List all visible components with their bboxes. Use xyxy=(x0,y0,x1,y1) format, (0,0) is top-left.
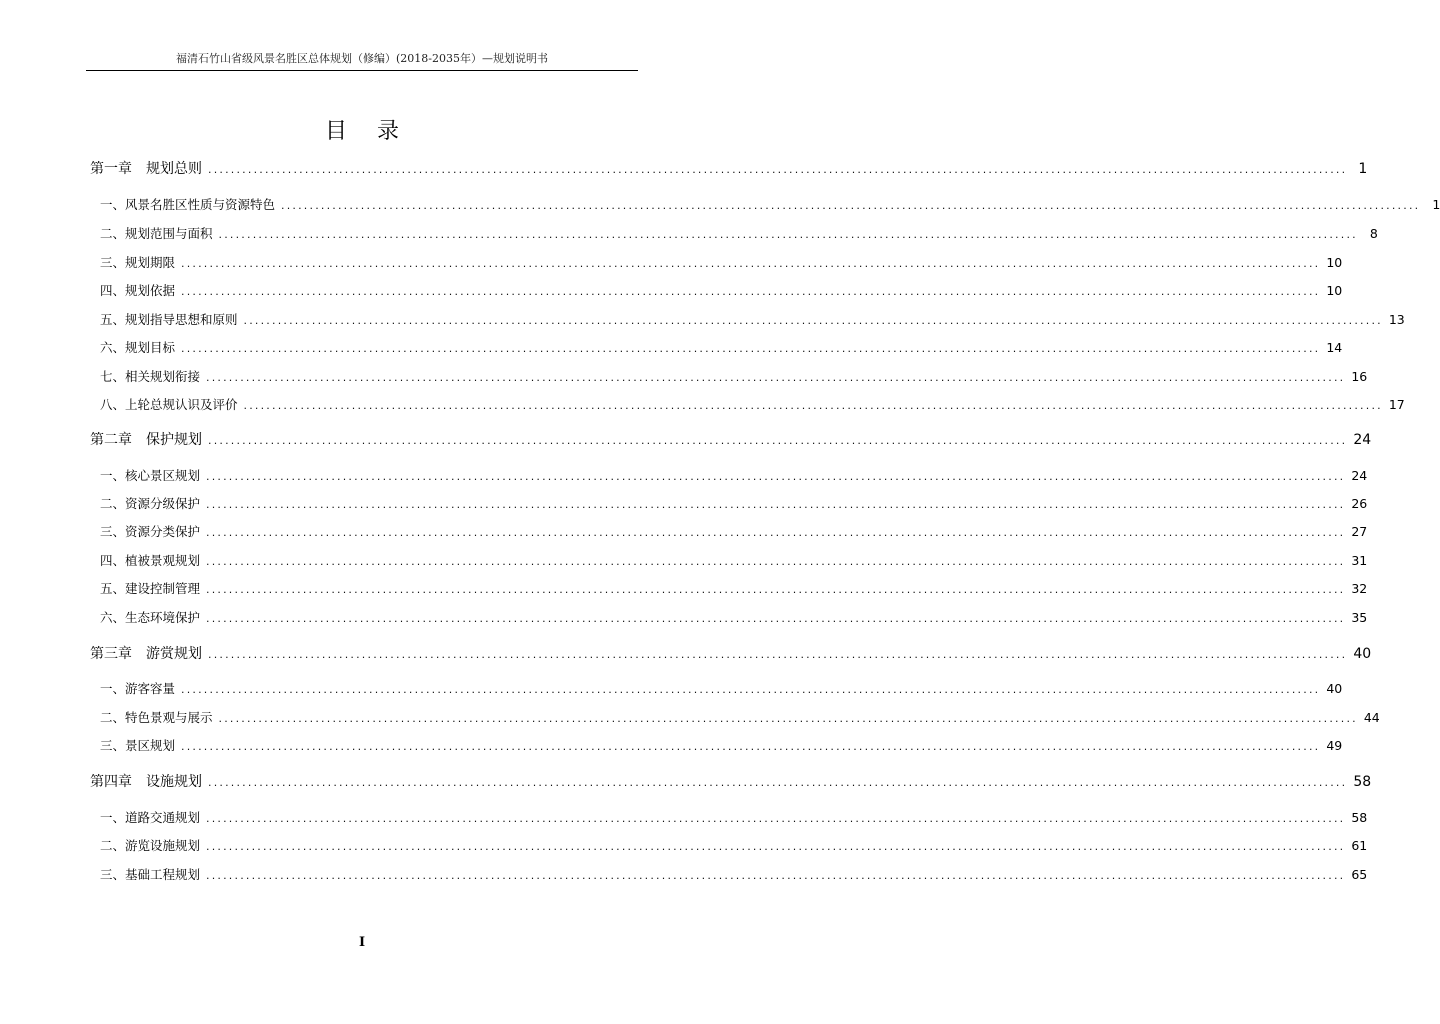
toc-entry-label xyxy=(100,581,200,597)
toc-page-number: 44 xyxy=(1363,710,1380,725)
page-number: I xyxy=(358,935,366,950)
toc-section-entry[interactable] xyxy=(90,369,1368,386)
chapter-number: 第三章 xyxy=(90,646,132,662)
toc-entry-label xyxy=(90,432,202,448)
toc-page-number: 10 xyxy=(1326,255,1343,270)
chapter-number: 第一章 xyxy=(90,161,132,177)
toc-entry-text: 三、资源分类保护 xyxy=(100,524,201,539)
toc-chapter-entry[interactable] xyxy=(90,774,1372,791)
toc-title: 目录 xyxy=(324,119,429,144)
toc-entry-text: 三、景区规划 xyxy=(100,738,176,753)
dot-leader: ........................................................................................................................................................................................................ xyxy=(181,285,1321,298)
toc-entry-text: 三、规划期限 xyxy=(100,255,176,270)
toc-page-number: 58 xyxy=(1353,774,1372,790)
toc-page-number: 32 xyxy=(1351,581,1368,596)
toc-section-entry[interactable] xyxy=(90,810,1368,827)
toc-entry-label xyxy=(100,738,175,754)
toc-entry-text: 设施规划 xyxy=(146,774,202,790)
dot-leader: ........................................................................................................................................................................................................ xyxy=(243,399,1383,412)
dot-leader: ........................................................................................................................................................................................................ xyxy=(206,583,1346,596)
dot-leader: ........................................................................................................................................................................................................ xyxy=(208,163,1348,176)
toc-section-entry[interactable] xyxy=(90,867,1368,884)
toc-entry-label xyxy=(90,774,202,790)
toc-entry-text: 六、生态环境保护 xyxy=(100,610,201,625)
toc-section-entry[interactable] xyxy=(90,397,1405,414)
toc-page-number: 17 xyxy=(1388,397,1405,412)
dot-leader: ........................................................................................................................................................................................................ xyxy=(206,498,1346,511)
page-header: 福清石竹山省级风景名胜区总体规划（修编）(2018-2035年）—规划说明书 xyxy=(86,50,638,71)
dot-leader: ........................................................................................................................................................................................................ xyxy=(181,342,1321,355)
toc-entry-label xyxy=(100,681,175,697)
toc-entry-label xyxy=(100,610,200,626)
toc-page-number: 61 xyxy=(1351,838,1368,853)
toc-entry-label xyxy=(100,810,200,826)
toc-page-number: 65 xyxy=(1351,867,1368,882)
toc-page-number: 1 xyxy=(1358,161,1368,177)
dot-leader: ........................................................................................................................................................................................................ xyxy=(218,228,1358,241)
toc-entry-label xyxy=(100,838,200,854)
toc-entry-text: 四、规划依据 xyxy=(100,283,176,298)
dot-leader: ........................................................................................................................................................................................................ xyxy=(206,470,1346,483)
toc-entry-label xyxy=(90,161,202,177)
toc-chapter-entry[interactable] xyxy=(90,161,1368,178)
toc-entry-text: 一、道路交通规划 xyxy=(100,810,201,825)
toc-entry-text: 二、游览设施规划 xyxy=(100,838,201,853)
toc-entry-label xyxy=(100,397,238,413)
toc-entry-text: 七、相关规划衔接 xyxy=(100,369,201,384)
dot-leader: ........................................................................................................................................................................................................ xyxy=(208,648,1348,661)
toc-entry-text: 一、风景名胜区性质与资源特色 xyxy=(100,197,276,212)
toc-entry-text: 八、上轮总规认识及评价 xyxy=(100,397,238,412)
toc-entry-text: 五、建设控制管理 xyxy=(100,581,201,596)
toc-page-number: 58 xyxy=(1351,810,1368,825)
dot-leader: ........................................................................................................................................................................................................ xyxy=(218,712,1358,725)
toc-page-number: 13 xyxy=(1388,312,1405,327)
chapter-number: 第四章 xyxy=(90,774,132,790)
toc-entry-label xyxy=(100,255,175,271)
toc-page-number: 1 xyxy=(1432,197,1440,212)
dot-leader: ........................................................................................................................................................................................................ xyxy=(243,314,1383,327)
toc-section-entry[interactable] xyxy=(90,681,1343,698)
toc-section-entry[interactable] xyxy=(90,496,1368,513)
toc-section-entry[interactable] xyxy=(90,553,1368,570)
toc-entry-label xyxy=(100,340,175,356)
toc-section-entry[interactable] xyxy=(90,197,1440,214)
toc-section-entry[interactable] xyxy=(90,610,1368,627)
toc-entry-text: 四、植被景观规划 xyxy=(100,553,201,568)
toc-entry-text: 一、核心景区规划 xyxy=(100,468,201,483)
toc-entry-label xyxy=(100,197,275,213)
toc-page-number: 31 xyxy=(1351,553,1368,568)
toc-section-entry[interactable] xyxy=(90,468,1368,485)
toc-entry-text: 五、规划指导思想和原则 xyxy=(100,312,238,327)
toc-entry-text: 游赏规划 xyxy=(146,646,202,662)
chapter-number: 第二章 xyxy=(90,432,132,448)
toc-page-number: 26 xyxy=(1351,496,1368,511)
toc-section-entry[interactable] xyxy=(90,283,1343,300)
toc-page-number: 10 xyxy=(1326,283,1343,298)
toc-section-entry[interactable] xyxy=(90,710,1380,727)
toc-entry-label xyxy=(100,524,200,540)
toc-entry-label xyxy=(100,226,213,242)
toc-entry-label xyxy=(90,646,202,662)
toc-page-number: 14 xyxy=(1326,340,1343,355)
dot-leader: ........................................................................................................................................................................................................ xyxy=(181,740,1321,753)
toc-entry-text: 二、规划范围与面积 xyxy=(100,226,213,241)
toc-page-number: 27 xyxy=(1351,524,1368,539)
toc-entry-label xyxy=(100,468,200,484)
dot-leader: ........................................................................................................................................................................................................ xyxy=(181,257,1321,270)
toc-page-number: 49 xyxy=(1326,738,1343,753)
dot-leader: ........................................................................................................................................................................................................ xyxy=(206,812,1346,825)
toc-entry-label xyxy=(100,553,200,569)
dot-leader: ........................................................................................................................................................................................................ xyxy=(206,612,1346,625)
toc-page-number: 24 xyxy=(1351,468,1368,483)
toc-page-number: 40 xyxy=(1353,646,1372,662)
toc-section-entry[interactable] xyxy=(90,340,1343,357)
toc-entry-text: 六、规划目标 xyxy=(100,340,176,355)
dot-leader: ........................................................................................................................................................................................................ xyxy=(181,683,1321,696)
dot-leader: ........................................................................................................................................................................................................ xyxy=(206,555,1346,568)
toc-page-number: 8 xyxy=(1369,226,1378,241)
toc-section-entry[interactable] xyxy=(90,838,1368,855)
toc-section-entry[interactable] xyxy=(90,312,1405,329)
dot-leader: ........................................................................................................................................................................................................ xyxy=(281,199,1421,212)
toc-entry-text: 规划总则 xyxy=(146,161,202,177)
toc-section-entry[interactable] xyxy=(90,226,1378,243)
toc-section-entry[interactable] xyxy=(90,738,1343,755)
toc-section-entry[interactable] xyxy=(90,524,1368,541)
toc-entry-text: 一、游客容量 xyxy=(100,681,176,696)
dot-leader: ........................................................................................................................................................................................................ xyxy=(206,526,1346,539)
toc-section-entry[interactable] xyxy=(90,255,1343,272)
dot-leader: ........................................................................................................................................................................................................ xyxy=(206,371,1346,384)
dot-leader: ........................................................................................................................................................................................................ xyxy=(208,776,1348,789)
toc-page-number: 40 xyxy=(1326,681,1343,696)
toc-entry-label xyxy=(100,312,238,328)
toc-entry-text: 三、基础工程规划 xyxy=(100,867,201,882)
toc-chapter-entry[interactable] xyxy=(90,646,1372,663)
toc-entry-label xyxy=(100,496,200,512)
toc-entry-label xyxy=(100,369,200,385)
toc-entry-label xyxy=(100,867,200,883)
dot-leader: ........................................................................................................................................................................................................ xyxy=(206,840,1346,853)
toc-entry-label xyxy=(100,710,213,726)
toc-page-number: 35 xyxy=(1351,610,1368,625)
toc-entry-text: 保护规划 xyxy=(146,432,202,448)
toc-page-number: 16 xyxy=(1351,369,1368,384)
toc-entry-text: 二、特色景观与展示 xyxy=(100,710,213,725)
toc-chapter-entry[interactable] xyxy=(90,432,1372,449)
toc-entry-text: 二、资源分级保护 xyxy=(100,496,201,511)
toc-page-number: 24 xyxy=(1353,432,1372,448)
dot-leader: ........................................................................................................................................................................................................ xyxy=(206,869,1346,882)
toc-section-entry[interactable] xyxy=(90,581,1368,598)
toc-entry-label xyxy=(100,283,175,299)
dot-leader: ........................................................................................................................................................................................................ xyxy=(208,434,1348,447)
